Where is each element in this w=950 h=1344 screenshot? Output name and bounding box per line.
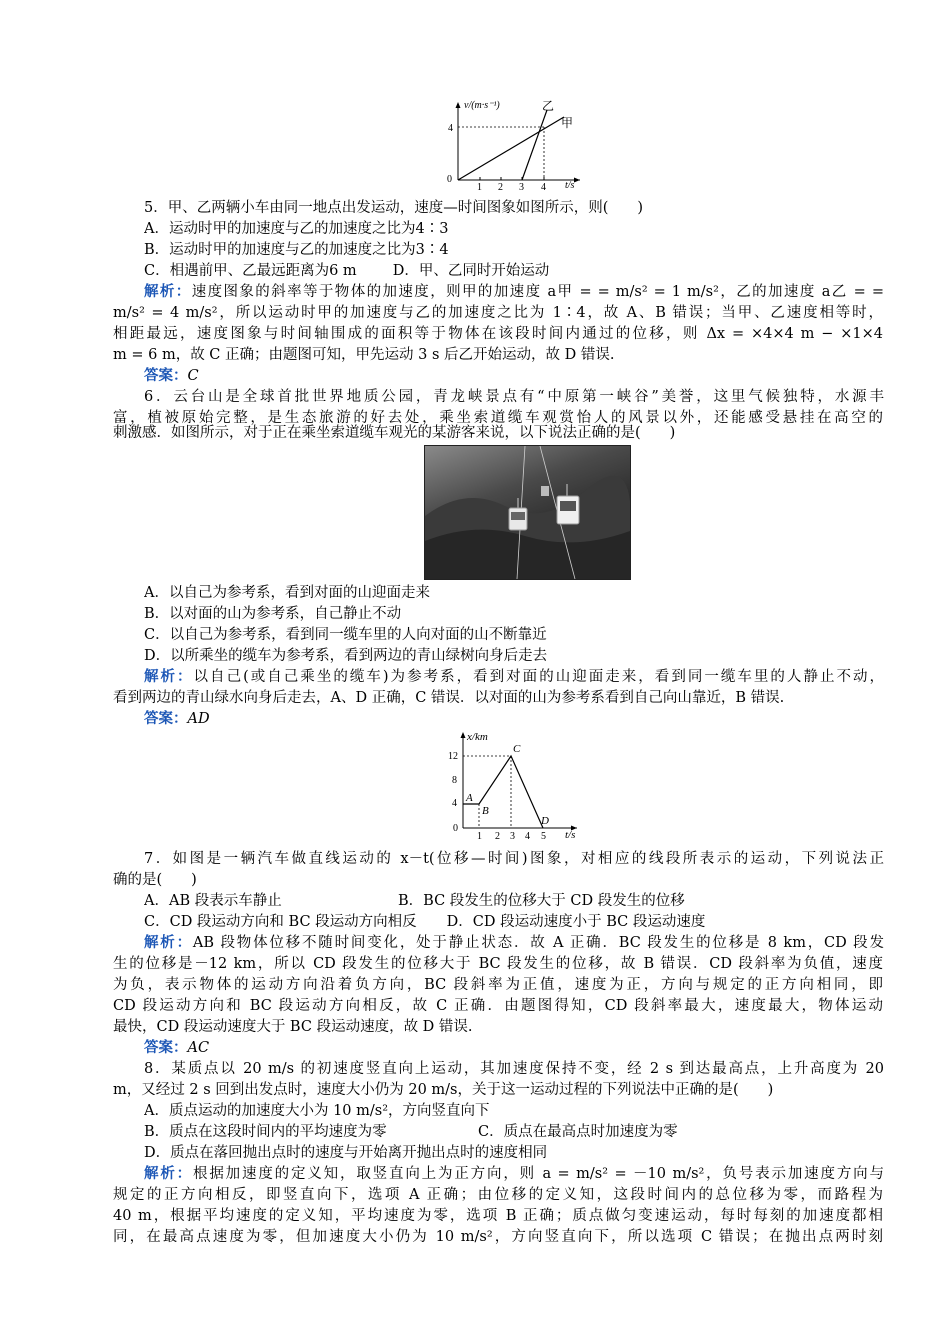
q5-answer bbox=[144, 366, 884, 386]
q8-option-c: C．质点在最高点时加速度为零 bbox=[478, 1124, 678, 1140]
q5-option-a: A．运动时甲的加速度与乙的加速度之比为4∶3 bbox=[144, 221, 449, 237]
q5-analysis-label: 解析： bbox=[144, 283, 192, 300]
y-axis-arrow bbox=[456, 102, 461, 108]
q5-stem: 5．甲、乙两辆小车由同一地点出发运动，速度—时间图象如图所示，则( ) bbox=[144, 200, 644, 216]
line-jia bbox=[458, 117, 564, 180]
point-label-b: B bbox=[482, 805, 489, 817]
q5-analysis-line-3: 相距最远，速度图象与时间轴围成的面积等于物体在该段时间内通过的位移，则 Δx = ×4×4 m − ×1×4 bbox=[113, 326, 883, 342]
q7-option-c: C．CD 段运动方向和 BC 段运动方向相反 bbox=[144, 914, 417, 930]
point-label-a: A bbox=[466, 792, 473, 804]
q7-options-cd bbox=[144, 912, 884, 932]
q5-analysis-line-1: 解析：速度图象的斜率等于物体的加速度，则甲的加速度 a甲 = = m/s² = 1 m/s²，乙的加速度 a乙 = = bbox=[144, 283, 884, 300]
q5-analysis-line-2: m/s² = 4 m/s²，所以运动时甲的加速度与乙的加速度之比为 1∶4，故 A、B 错误；当甲、乙速度相等时， bbox=[113, 305, 883, 321]
x-tick-4: 4 bbox=[525, 831, 530, 840]
x-tick-4: 4 bbox=[541, 182, 546, 192]
q5-answer-label: 答案： bbox=[144, 367, 188, 384]
q5-option-b: B．运动时甲的加速度与乙的加速度之比为3∶4 bbox=[144, 242, 449, 258]
x-tick-3: 3 bbox=[510, 831, 515, 840]
q6-option-c: C．以自己为参考系，看到同一缆车里的人向对面的山不断靠近 bbox=[144, 627, 547, 643]
x-ticks bbox=[477, 831, 546, 840]
xt-graph bbox=[445, 728, 585, 840]
y-tick-12: 12 bbox=[448, 751, 458, 762]
q7-analysis-line-5: 最快，CD 段运动速度大于 BC 段运动速度，故 D 错误. bbox=[113, 1019, 473, 1035]
q6-option-d: D．以所乘坐的缆车为参考系，看到两边的青山绿树向身后走去 bbox=[144, 648, 548, 664]
q7-option-a: A．AB 段表示车静止 bbox=[144, 893, 282, 909]
x-axis-arrow bbox=[574, 178, 580, 183]
y-tick-4: 4 bbox=[452, 798, 457, 809]
q8-analysis-line-1: 解析：根据加速度的定义知，取竖直向上为正方向，则 a = m/s² = －10 m/s²，负号表示加速度方向与 bbox=[144, 1165, 884, 1182]
x-tick-2: 2 bbox=[498, 182, 503, 192]
q8-option-b: B．质点在这段时间内的平均速度为零 bbox=[144, 1124, 387, 1140]
xt-plot-marks bbox=[463, 743, 549, 828]
q6-analysis-line-1: 解析：以自己(或自己乘坐的缆车)为参考系，看到对面的山迎面走来，看到同一缆车里的人静止不动， bbox=[144, 668, 884, 685]
q5-answer-value: C bbox=[187, 368, 199, 384]
q7-analysis-line-3: 为负，表示物体的运动方向沿着负方向，BC 段斜率为正值，速度为正，方向与规定的正方向相同，即 bbox=[113, 977, 883, 993]
y-axis-label: x/km bbox=[467, 731, 488, 743]
point-label-d: D bbox=[541, 815, 549, 827]
q6-stem-line-2: 富，植被原始完整，是生态旅游的好去处，乘坐索道缆车观赏怡人的风景以外，还能感受悬挂在高空的 bbox=[113, 410, 883, 426]
y-tick-8: 8 bbox=[452, 775, 457, 786]
x-tick-2: 2 bbox=[495, 831, 500, 840]
q7-answer-label: 答案： bbox=[144, 1039, 188, 1056]
q5-option-d-text: D．甲、乙同时开始运动 bbox=[392, 263, 550, 279]
q6-answer-value: AD bbox=[187, 711, 210, 727]
q7-analysis-line-2: 生的位移是－12 km，所以 CD 段发生的位移大于 BC 段发生的位移，故 B 错误．CD 段斜率为负值，速度 bbox=[113, 956, 883, 972]
y-axis-arrow bbox=[461, 732, 466, 738]
q8-option-a: A．质点运动的加速度大小为 10 m/s²，方向竖直向下 bbox=[144, 1103, 490, 1119]
label-yi: 乙 bbox=[542, 99, 555, 113]
x-axis-label: t/s bbox=[565, 180, 575, 191]
q7-answer-value: AC bbox=[187, 1040, 210, 1056]
x-tick-5: 5 bbox=[541, 831, 546, 840]
x-axis-label: t/s bbox=[565, 829, 576, 840]
vt-graph-figure bbox=[440, 96, 590, 192]
origin-label: 0 bbox=[453, 823, 458, 834]
q7-analysis-line-1: 解析：AB 段物体位移不随时间变化，处于静止状态．故 A 正确．BC 段发生的位移是 8 km，CD 段发 bbox=[144, 934, 884, 951]
cable-car-photo bbox=[424, 445, 631, 580]
q6-stem-line-1: 6．云台山是全球首批世界地质公园，青龙峡景点有“中原第一峡谷”美誉，这里气候独特，水源丰 bbox=[144, 389, 884, 405]
q8-option-d: D．质点在落回抛出点时的速度与开始离开抛出点时的速度相同 bbox=[144, 1145, 548, 1161]
x-tick-1: 1 bbox=[477, 182, 482, 192]
x-tick-3: 3 bbox=[519, 182, 524, 192]
q8-stem-line-2: m，又经过 2 s 回到出发点时，速度大小仍为 20 m/s，关于这一运动过程的下列说法中正确的是( ) bbox=[113, 1082, 774, 1098]
y-tick-4: 4 bbox=[448, 123, 453, 134]
cable-car-illustration bbox=[425, 446, 630, 579]
q7-option-b: B．BC 段发生的位移大于 CD 段发生的位移 bbox=[398, 893, 685, 909]
q5-option-c bbox=[144, 261, 884, 281]
x-ticks bbox=[477, 177, 546, 192]
x-tick-1: 1 bbox=[477, 831, 482, 840]
q6-analysis-label: 解析： bbox=[144, 668, 194, 685]
q6-option-b: B．以对面的山为参考系，自己静止不动 bbox=[144, 606, 402, 622]
q6-answer bbox=[144, 709, 884, 729]
q7-option-d: D．CD 段运动速度小于 BC 段运动速度 bbox=[446, 914, 706, 930]
q8-options-bc bbox=[144, 1122, 884, 1142]
q8-analysis-line-2: 规定的正方向相反，即竖直向下，选项 A 正确；由位移的定义知，这段时间内的总位移为零，而路程为 bbox=[113, 1187, 883, 1203]
q7-stem-line-2: 确的是( ) bbox=[113, 872, 197, 888]
origin-label: 0 bbox=[447, 174, 452, 185]
q7-options-ab bbox=[144, 891, 884, 911]
q5-analysis-line-4: m = 6 m，故 C 正确；由题图可知，甲先运动 3 s 后乙开始运动，故 D 错误. bbox=[113, 347, 615, 363]
point-label-c: C bbox=[513, 743, 521, 755]
q6-answer-label: 答案： bbox=[144, 710, 188, 727]
q6-stem-line-3: 刺激感．如图所示，对于正在乘坐索道缆车观光的某游客来说，以下说法正确的是( ) bbox=[113, 425, 676, 441]
q7-analysis-line-4: CD 段运动方向和 BC 段运动方向相反，故 C 正确．由题图得知，CD 段斜率最大，速度最大，物体运动 bbox=[113, 998, 883, 1014]
xt-graph-figure bbox=[445, 728, 585, 840]
q6-option-a: A．以自己为参考系，看到对面的山迎面走来 bbox=[144, 585, 430, 601]
xt-path bbox=[463, 756, 543, 828]
q7-analysis-label: 解析： bbox=[144, 934, 193, 951]
q7-answer bbox=[144, 1038, 884, 1058]
label-jia: 甲 bbox=[561, 116, 574, 130]
q8-analysis-label: 解析： bbox=[144, 1165, 194, 1182]
q8-analysis-line-4: 同，在最高点速度为零，但加速度大小仍为 10 m/s²，方向竖直向下，所以选项 C 错误；在抛出点两时刻 bbox=[113, 1229, 883, 1245]
y-axis-label: v/(m·s⁻¹) bbox=[464, 100, 500, 111]
q8-stem-line-1: 8．某质点以 20 m/s 的初速度竖直向上运动，其加速度保持不变，经 2 s 到达最高点，上升高度为 20 bbox=[144, 1061, 884, 1077]
q5-option-c-text: C．相遇前甲、乙最远距离为6 m bbox=[144, 263, 357, 279]
q6-analysis-line-2: 看到两边的青山绿水向身后走去，A、D 正确，C 错误．以对面的山为参考系看到自己向山靠近，B 错误. bbox=[113, 690, 785, 706]
vt-graph bbox=[440, 96, 590, 192]
q8-analysis-line-3: 40 m，根据平均速度的定义知，平均速度为零，选项 B 正确；质点做匀变速运动，每时每刻的加速度都相 bbox=[113, 1208, 883, 1224]
q7-stem-line-1: 7．如图是一辆汽车做直线运动的 x－t(位移—时间)图象，对相应的线段所表示的运动，下列说法正 bbox=[144, 851, 884, 867]
line-yi bbox=[522, 110, 547, 180]
